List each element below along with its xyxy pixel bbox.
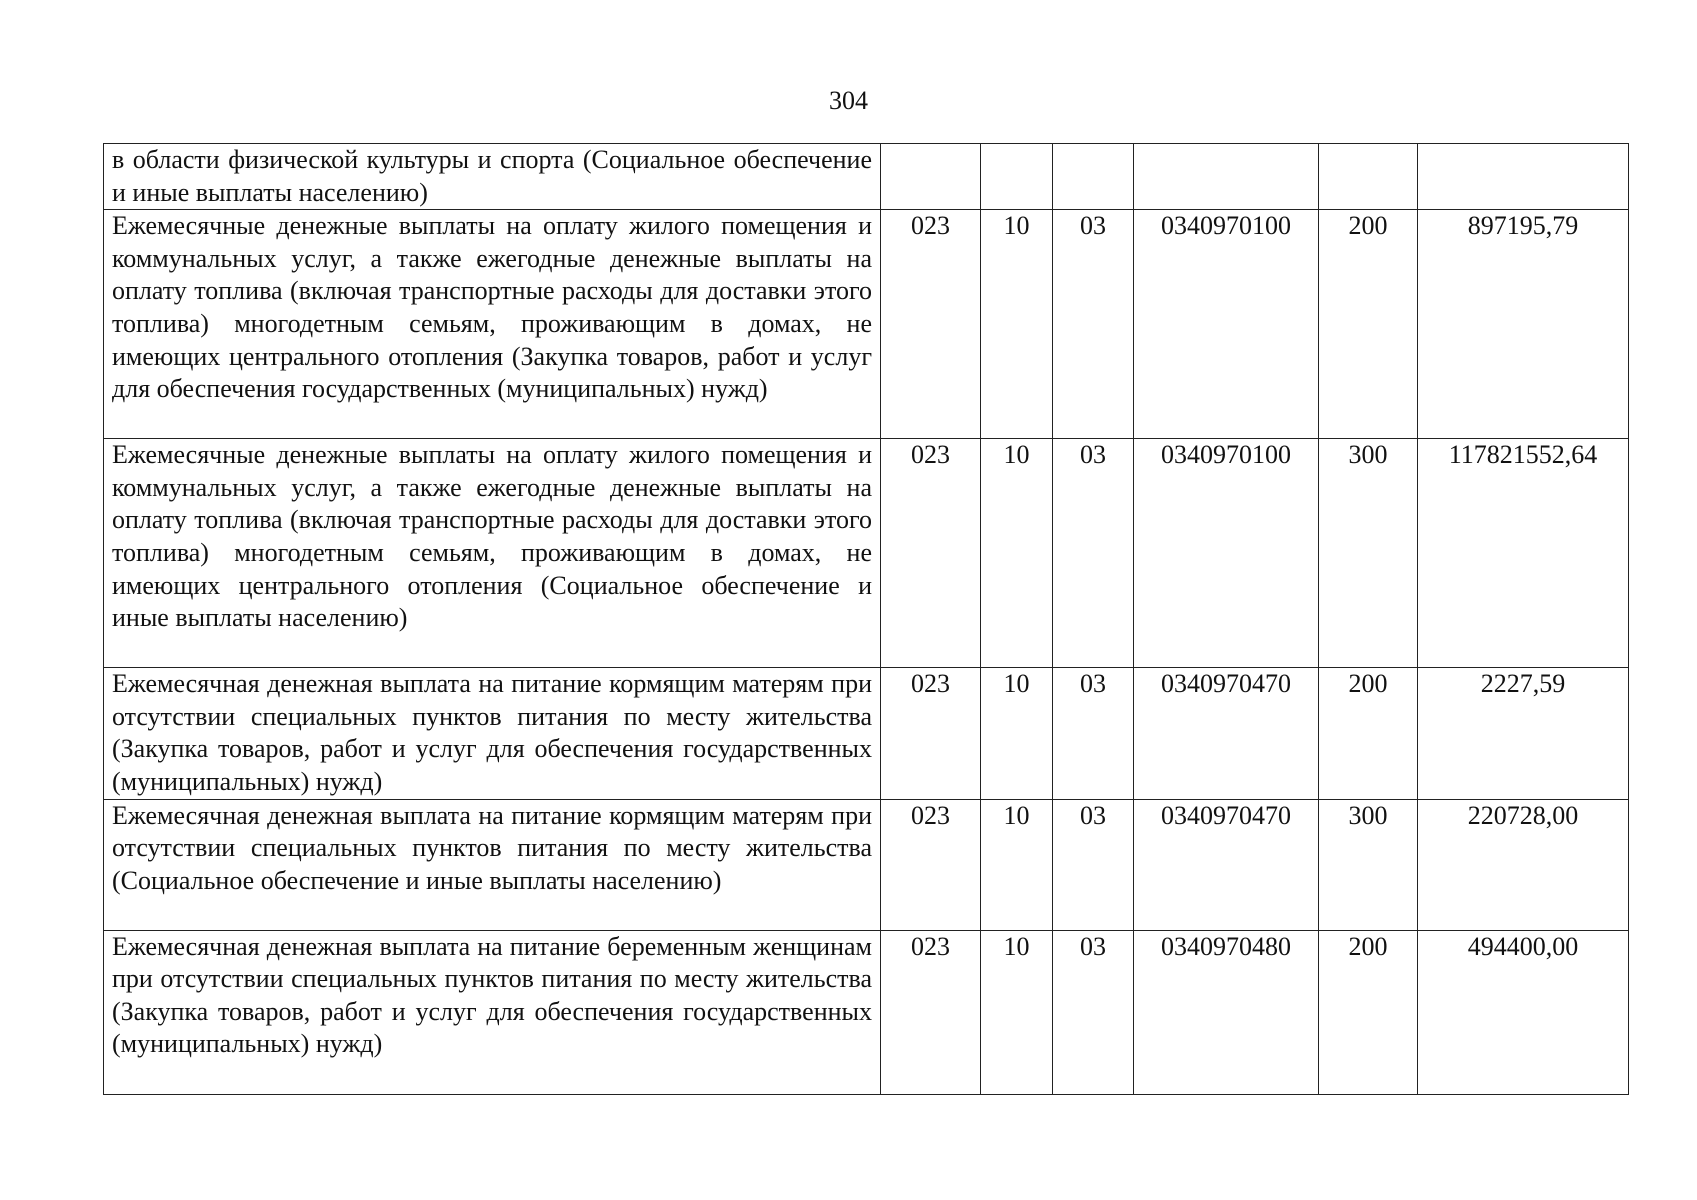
budget-table — [103, 143, 1629, 1095]
cell-section: 10 — [981, 439, 1053, 668]
cell-grbs: 023 — [881, 799, 981, 930]
row-description: в области физической культуры и спорта (Социальное обеспечение и иные выплаты населению) — [104, 144, 881, 210]
cell-subsection: 03 — [1053, 930, 1134, 1094]
cell-subsection: 03 — [1053, 668, 1134, 799]
cell-grbs: 023 — [881, 439, 981, 668]
page-number: 304 — [829, 86, 868, 115]
row-description: Ежемесячная денежная выплата на питание беременным женщинам при отсутствии специальных пунктов питания по месту жительства (Закупка товаров, работ и услуг для обеспечения государственных (муниципальных) нужд) — [104, 930, 881, 1094]
cell-target-article: 0340970480 — [1134, 930, 1319, 1094]
cell-section: 10 — [981, 799, 1053, 930]
cell-section: 10 — [981, 930, 1053, 1094]
cell-expense-type — [1319, 144, 1418, 210]
cell-grbs — [881, 144, 981, 210]
cell-target-article: 0340970100 — [1134, 210, 1319, 439]
cell-grbs: 023 — [881, 930, 981, 1094]
row-description: Ежемесячные денежные выплаты на оплату жилого помещения и коммунальных услуг, а также ежегодные денежные выплаты на оплату топлива (включая транспортные расходы для доставки этого топлива) многодетным семьям, проживающим в домах, не имеющих центрального отопления (Закупка товаров, работ и услуг для обеспечения государственных (муниципальных) нужд) — [104, 210, 881, 439]
table-row — [104, 210, 1629, 439]
table-row — [104, 144, 1629, 210]
cell-section: 10 — [981, 668, 1053, 799]
cell-expense-type: 300 — [1319, 799, 1418, 930]
cell-amount: 2227,59 — [1418, 668, 1629, 799]
cell-section — [981, 144, 1053, 210]
cell-target-article: 0340970470 — [1134, 799, 1319, 930]
cell-target-article: 0340970100 — [1134, 439, 1319, 668]
table-row — [104, 668, 1629, 799]
cell-expense-type: 200 — [1319, 930, 1418, 1094]
cell-expense-type: 300 — [1319, 439, 1418, 668]
cell-amount: 117821552,64 — [1418, 439, 1629, 668]
cell-amount — [1418, 144, 1629, 210]
cell-subsection: 03 — [1053, 210, 1134, 439]
cell-expense-type: 200 — [1319, 210, 1418, 439]
row-description: Ежемесячная денежная выплата на питание кормящим матерям при отсутствии специальных пунктов питания по месту жительства (Социальное обеспечение и иные выплаты населению) — [104, 799, 881, 930]
table-row — [104, 799, 1629, 930]
cell-amount: 494400,00 — [1418, 930, 1629, 1094]
cell-target-article: 0340970470 — [1134, 668, 1319, 799]
cell-subsection — [1053, 144, 1134, 210]
row-description: Ежемесячные денежные выплаты на оплату жилого помещения и коммунальных услуг, а также ежегодные денежные выплаты на оплату топлива (включая транспортные расходы для доставки этого топлива) многодетным семьям, проживающим в домах, не имеющих центрального отопления (Социальное обеспечение и иные выплаты населению) — [104, 439, 881, 668]
row-description: Ежемесячная денежная выплата на питание кормящим матерям при отсутствии специальных пунктов питания по месту жительства (Закупка товаров, работ и услуг для обеспечения государственных (муниципальных) нужд) — [104, 668, 881, 799]
cell-grbs: 023 — [881, 210, 981, 439]
cell-amount: 897195,79 — [1418, 210, 1629, 439]
cell-subsection: 03 — [1053, 799, 1134, 930]
cell-amount: 220728,00 — [1418, 799, 1629, 930]
cell-target-article — [1134, 144, 1319, 210]
table-row — [104, 930, 1629, 1094]
table-row — [104, 439, 1629, 668]
cell-subsection: 03 — [1053, 439, 1134, 668]
cell-expense-type: 200 — [1319, 668, 1418, 799]
cell-section: 10 — [981, 210, 1053, 439]
cell-grbs: 023 — [881, 668, 981, 799]
